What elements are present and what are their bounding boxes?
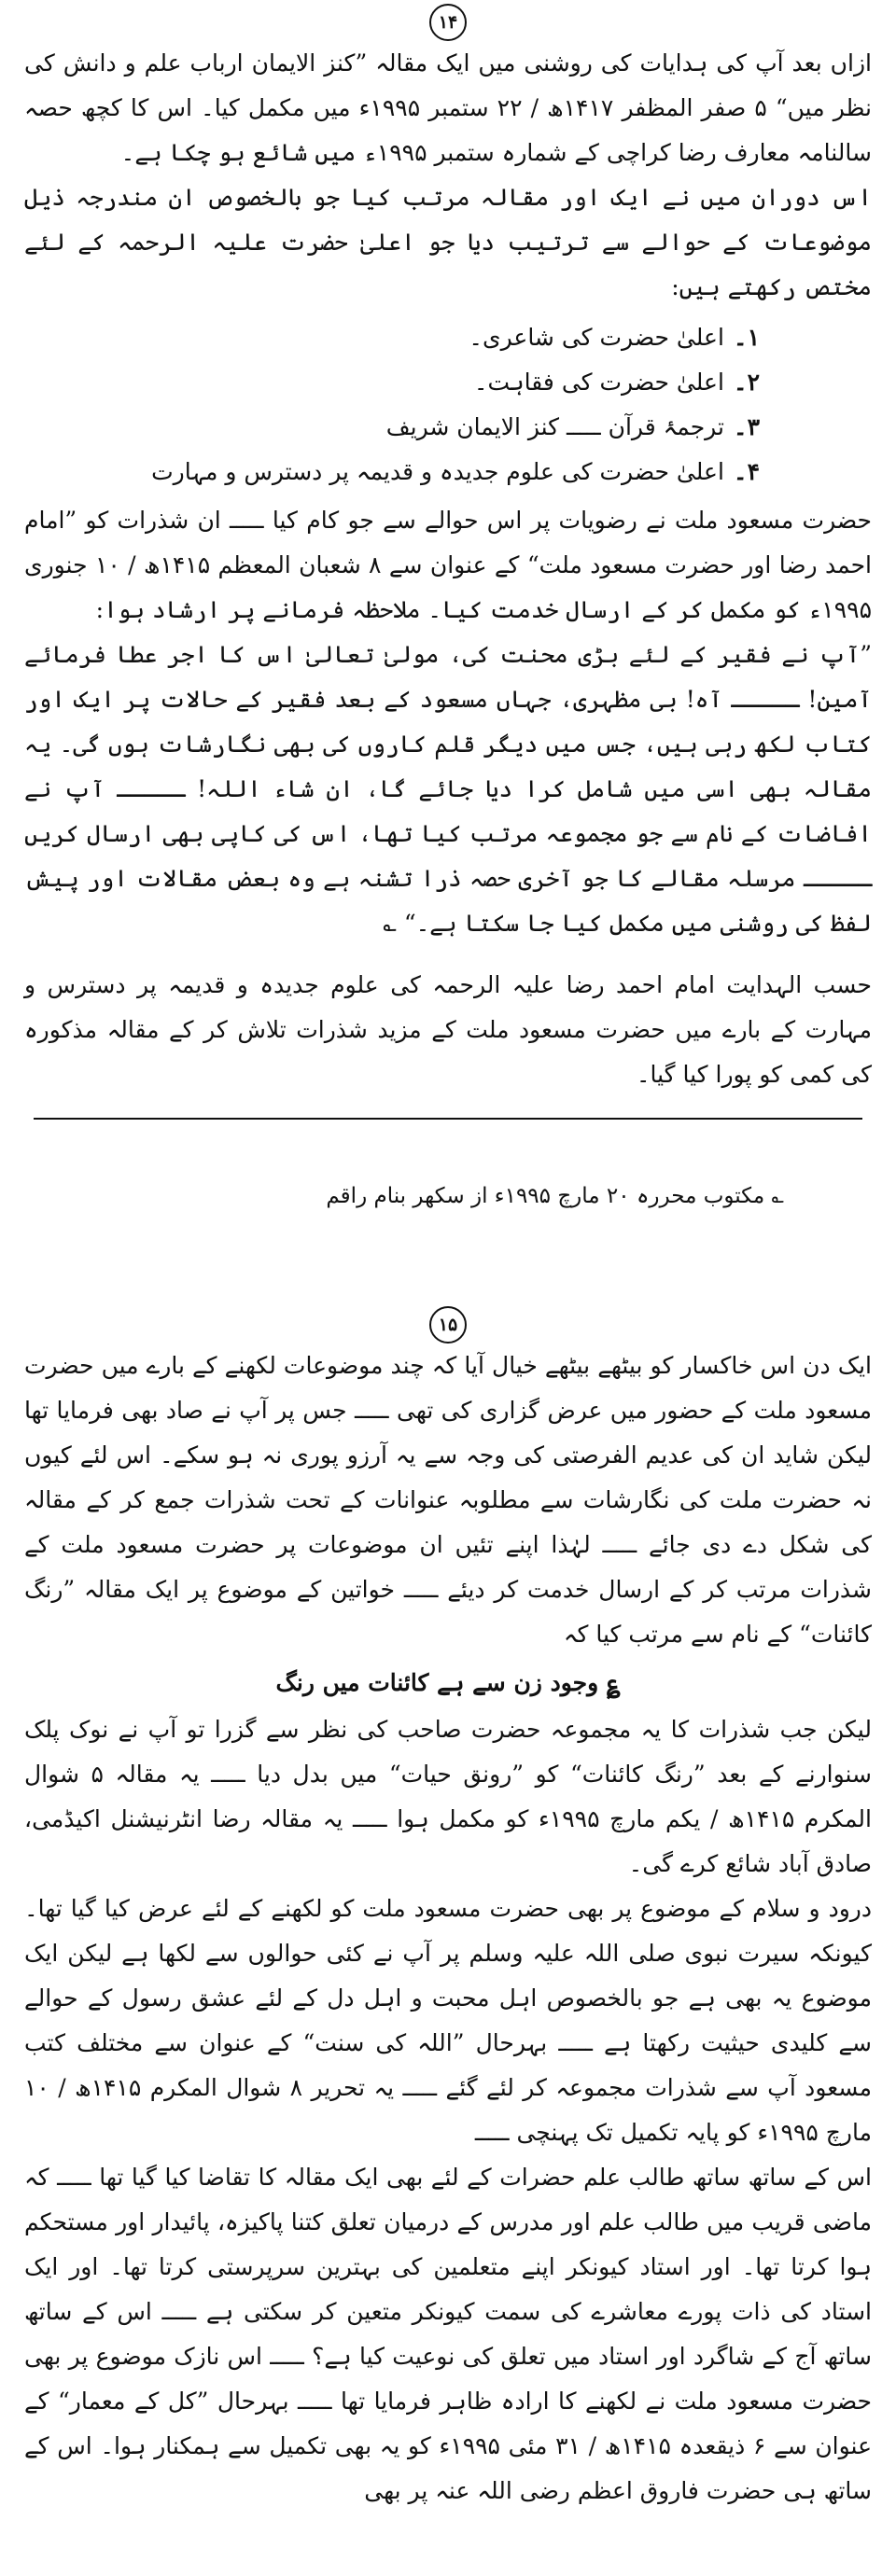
paragraph-rang-e-kainat: ایک دن اس خاکسار کو بیٹھے بیٹھے خیال آیا کہ چند موضوعات لکھنے کے بارے میں حضرت مسعود ملت کے حضور میں عرض گزاری کی تھی ـــــ جس پر آپ نے صاد بھی فرمایا تھا لیکن شاید ان کی عدیم الفرصتی کی وجہ سے یہ آرزو پوری نہ ہو سکے۔ اس لئے کیوں نہ حضرت ملت کی نگارشات سے مطلوبہ عنوانات کے تحت شذرات جمع کر کے مقالہ کی شکل دے دی جائے ـــــ لہٰذا اپنے تئیں ان موضوعات پر حضرت مسعود ملت کے شذرات مرتب کر کے ارسال خدمت کر دیئے ـــــ خواتین کے موضوع پر ایک مقالہ ”رنگ کائنات“ کے نام سے مرتب کیا کہ — [24, 1352, 872, 1648]
paragraph-rizwiyat: حضرت مسعود ملت نے رضویات پر اس حوالے سے جو کام کیا ـــــ ان شذرات کو ”امام احمد رضا اور حضرت مسعود ملت“ کے عنوان سے ۸ شعبان المعظم ۱۴۱۵ھ / ۱۰ جنوری ۱۹۹۵ء کو مکمل کر کے ارسال خدمت کیا۔ ملاحظہ فرمانے پر ارشاد ہوا: — [24, 507, 872, 623]
paragraph-topics-lead: اس دوران میں نے ایک اور مقالہ مرتب کیا جو بالخصوص ان مندرجہ ذیل موضوعات کے حوالے سے ترتیب دیا جو اعلیٰ حضرت علیہ الرحمہ کے لئے مختص رکھتے ہیں: — [24, 184, 872, 300]
list-item: ۲۔اعلیٰ حضرت کی فقاہت۔ — [473, 369, 760, 396]
footnote: ؎ مکتوب محررہ ۲۰ مارچ ۱۹۹۵ء از سکھر بنام راقم — [326, 1184, 784, 1208]
paragraph-intro: ازاں بعد آپ کی ہدایات کی روشنی میں ایک مقالہ ”کنز الایمان ارباب علم و دانش کی نظر میں“ ۵ صفر المظفر ۱۴۱۷ھ / ۲۲ ستمبر ۱۹۹۵ء میں مکمل کیا۔ اس کا کچھ حصہ سالنامہ معارف رضا کراچی کے شمارہ ستمبر ۱۹۹۵ء میں شائع ہو چکا ہے۔ — [24, 49, 872, 166]
section-14 — [24, 4, 872, 1097]
paragraph-durood-salam: درود و سلام کے موضوع پر بھی حضرت مسعود ملت کو لکھنے کے لئے عرض کیا گیا تھا۔ کیونکہ سیرت نبوی صلی اللہ علیہ وسلم پر آپ نے کئی حوالوں سے لکھا ہے لیکن ایک موضوع یہ بھی ہے جو بالخصوص اہل محبت و اہل دل کے لئے عشق رسول کے حوالے سے کلیدی حیثیت رکھتا ہے ـــــ بہرحال ”اللہ کی سنت“ کے عنوان سے مختلف کتب مسعود آپ سے شذرات مجموعہ کر لئے گئے ـــــ یہ تحریر ۸ شوال المکرم ۱۴۱۵ھ / ۱۰ مارچ ۱۹۹۵ء کو پایہ تکمیل تک پہنچی ـــــ — [24, 1895, 872, 2146]
block-quote: ”آپ نے فقیر کے لئے بڑی محنت کی، مولیٰ تعالیٰ اس کا اجر عطا فرمائے آمین! ـــــ آہ! بی مظہری، جہاں مسعود کے بعد فقیر کے حالات پر ایک اور کتاب لکھ رہی ہیں، جس میں دیگر قلم کاروں کی بھی نگارشات ہوں گی۔ یہ مقالہ بھی اسی میں شامل کرا دیا جائے گا، ان شاء اللہ! ـــــ آپ نے افاضات کے نام سے جو مجموعہ مرتب کیا تھا، اس کی کاپی بھی ارسال کریں ـــــ مرسلہ مقالے کا جو آخری حصہ ذرا تشنہ ہے وہ بعض مقالات اور پیش لفظ کی روشنی میں مکمل کیا جا سکتا ہے۔“ ؎ — [24, 641, 872, 937]
list-item: ۱۔اعلیٰ حضرت کی شاعری۔ — [469, 324, 760, 351]
paragraph-raunaq-e-hayat: لیکن جب شذرات کا یہ مجموعہ حضرت صاحب کی نظر سے گزرا تو آپ نے نوک پلک سنوارنے کے بعد ”رنگ کائنات“ کو ”رونق حیات“ میں بدل دیا ـــــ یہ مقالہ ۵ شوال المکرم ۱۴۱۵ھ / یکم مارچ ۱۹۹۵ء کو مکمل ہوا ـــــ یہ مقالہ رضا انٹرنیشنل اکیڈمی، صادق آباد شائع کرے گی۔ — [24, 1716, 873, 1877]
footnote-divider — [34, 1118, 862, 1120]
section-number-15: ۱۵ — [429, 1306, 467, 1344]
list-item: ۳۔ترجمۂ قرآن ـــــ کنز الایمان شریف — [385, 413, 760, 440]
paragraph-closing: حسب الہدایت امام احمد رضا علیہ الرحمہ کی علوم جدیدہ و قدیمہ پر دسترس و مہارت کے بارے میں حضرت مسعود ملت کے مزید شذرات تلاش کر کے مقالہ مذکورہ کی کمی کو پورا کیا گیا۔ — [24, 971, 872, 1088]
section-15 — [24, 1306, 872, 2513]
list-item: ۴۔اعلیٰ حضرت کی علوم جدیدہ و قدیمہ پر دسترس و مہارت — [151, 458, 760, 485]
section-number-14: ۱۴ — [429, 4, 467, 41]
paragraph-kal-ke-memar: اس کے ساتھ ساتھ طالب علم حضرات کے لئے بھی ایک مقالہ کا تقاضا کیا گیا تھا ـــــ کہ ماضی قریب میں طالب علم اور مدرس کے درمیان تعلق کتنا پاکیزہ، پائیدار اور مستحکم ہوا کرتا تھا۔ اور استاد کیونکر اپنے متعلمین کی بہترین سرپرستی کرتا تھا۔ اور ایک استاد کی ذات پورے معاشرے کی سمت کیونکر متعین کر سکتی ہے ـــــ اس کے ساتھ ساتھ آج کے شاگرد اور استاد میں تعلق کی نوعیت کیا ہے؟ ـــــ اس نازک موضوع پر بھی حضرت مسعود ملت نے لکھنے کا ارادہ ظاہر فرمایا تھا ـــــ بہرحال ”کل کے معمار“ کے عنوان سے ۶ ذیقعدہ ۱۴۱۵ھ / ۳۱ مئی ۱۹۹۵ء کو یہ بھی تکمیل سے ہمکنار ہوا۔ اس کے ساتھ ہی حضرت فاروق اعظم رضی اللہ عنہ پر بھی — [24, 2164, 873, 2504]
topics-list — [24, 315, 872, 494]
poetry-couplet: ؏ وجود زن سے ہے کائنات میں رنگ — [275, 1669, 621, 1696]
